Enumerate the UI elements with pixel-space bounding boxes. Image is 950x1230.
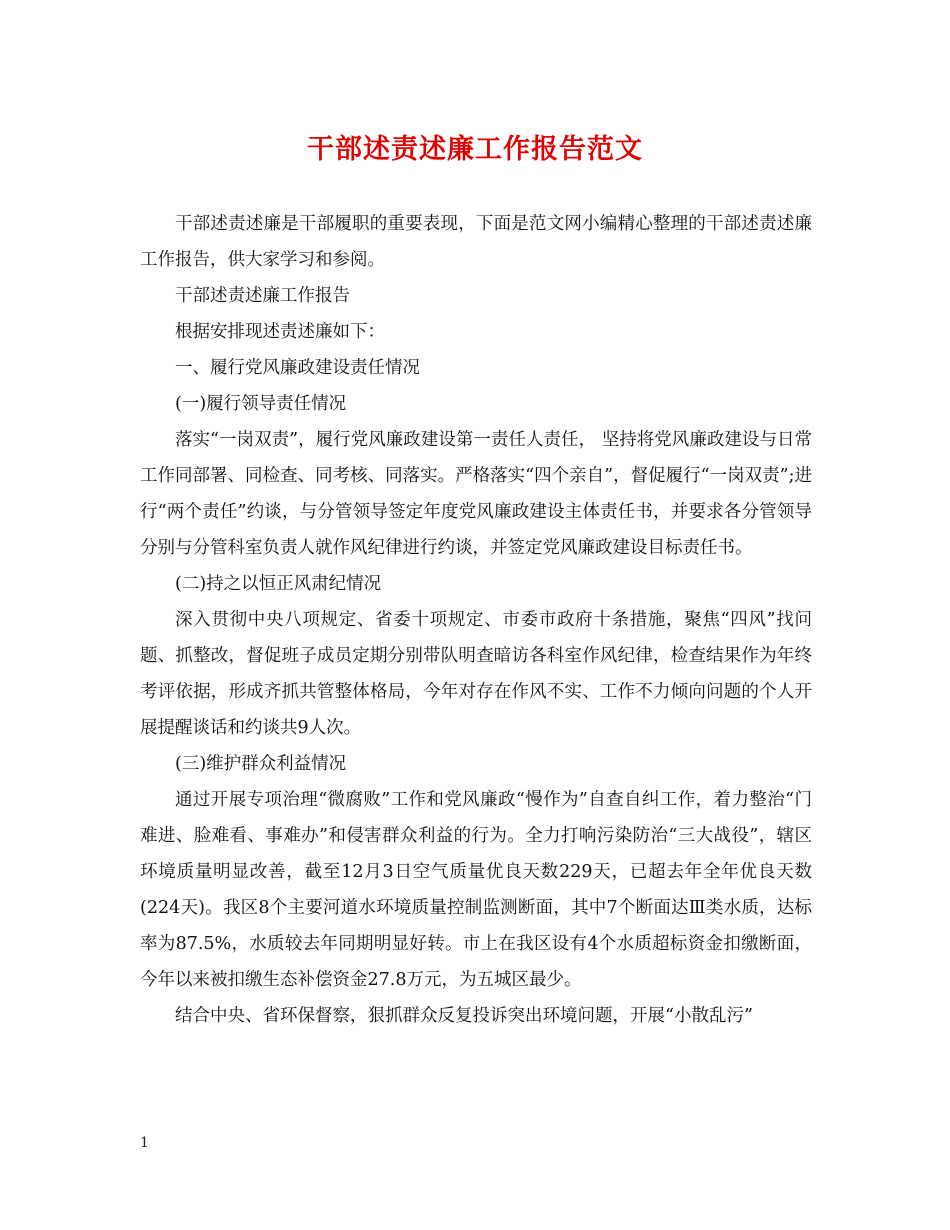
subsection-body-3: 通过开展专项治理“微腐败”工作和党风廉政“慢作为”自查自纠工作，着力整治“门难进、脸难看、事难办”和侵害群众利益的行为。全力打响污染防治“三大战役”，辖区环境质量明显改善，截至12月3日空气质量优良天数229天，已超去年全年优良天数(224天)。我区8个主要河道水环境质量控制监测断面，其中7个断面达Ⅲ类水质，达标率为87.5%，水质较去年同期明显好转。市上在我区设有4个水质超标资金扣缴断面，今年以来被扣缴生态补偿资金27.8万元，为五城区最少。 bbox=[140, 790, 812, 990]
report-heading: 干部述责述廉工作报告 bbox=[175, 286, 350, 306]
document-body bbox=[140, 206, 812, 1034]
continuation-paragraph: 结合中央、省环保督察，狠抓群众反复投诉突出环境问题，开展“小散乱污” bbox=[175, 1006, 753, 1026]
subsection-heading-3: (三)维护群众利益情况 bbox=[175, 754, 347, 774]
page-title: 干部述责述廉工作报告范文 bbox=[307, 134, 643, 165]
subsection-body-2: 深入贯彻中央八项规定、省委十项规定、市委市政府十条措施，聚焦“四风”找问题、抓整改，督促班子成员定期分别带队明查暗访各科室作风纪律，检查结果作为年终考评依据，形成齐抓共管整体格局，今年对存在作风不实、工作不力倾向问题的个人开展提醒谈话和约谈共9人次。 bbox=[140, 610, 812, 738]
subsection-heading-2: (二)持之以恒正风肃纪情况 bbox=[175, 574, 382, 594]
page-number: 1 bbox=[140, 1135, 149, 1151]
intro-paragraph: 干部述责述廉是干部履职的重要表现，下面是范文网小编精心整理的干部述责述廉工作报告，供大家学习和参阅。 bbox=[140, 214, 812, 270]
section-heading-1: 一、履行党风廉政建设责任情况 bbox=[175, 358, 420, 378]
subsection-body-1: 落实“一岗双责”，履行党风廉政建设第一责任人责任， 坚持将党风廉政建设与日常工作同部署、同检查、同考核、同落实。严格落实“四个亲自”，督促履行“一岗双责”;进行“两个责任”约谈，与分管领导签定年度党风廉政建设主体责任书，并要求各分管领导分别与分管科室负责人就作风纪律进行约谈，并签定党风廉政建设目标责任书。 bbox=[140, 430, 812, 558]
opening-line: 根据安排现述责述廉如下： bbox=[175, 322, 385, 342]
subsection-heading-1: (一)履行领导责任情况 bbox=[175, 394, 347, 414]
